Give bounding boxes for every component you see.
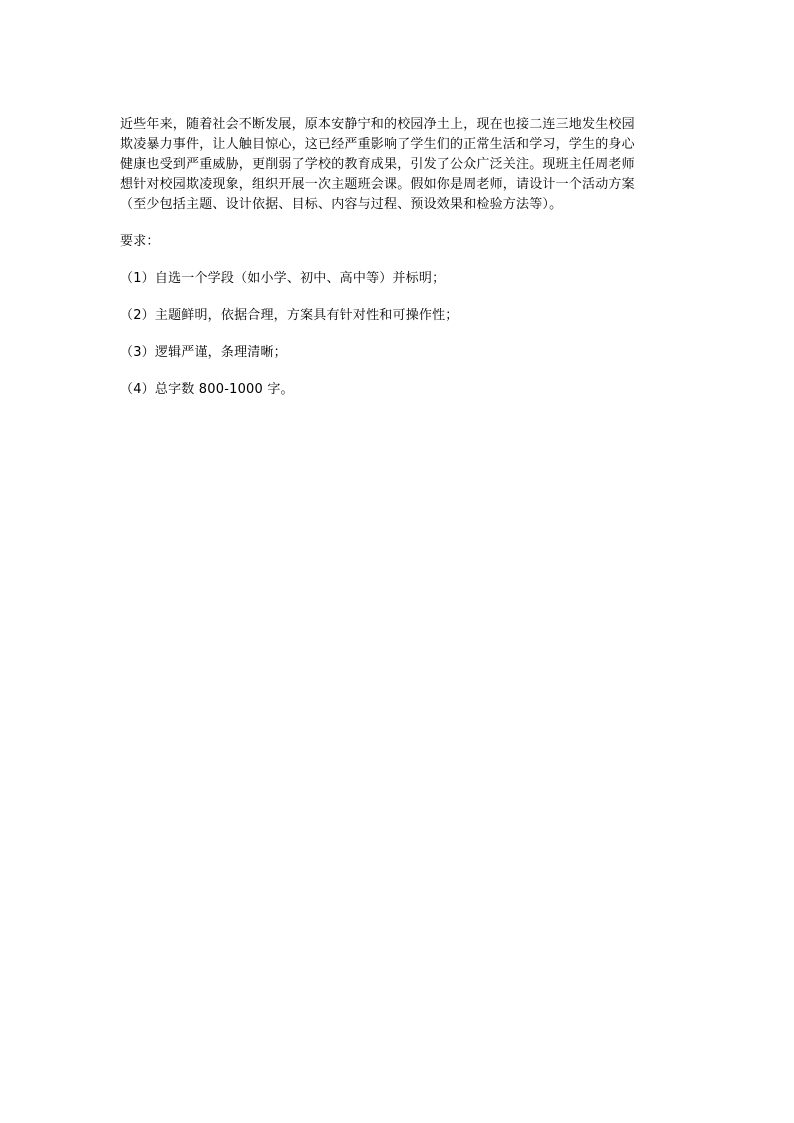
requirement-item-2: （2）主题鲜明，依据合理，方案具有针对性和可操作性； — [120, 308, 459, 323]
requirement-item-1: （1）自选一个学段（如小学、初中、高中等）并标明； — [120, 271, 446, 286]
document-page — [120, 115, 680, 400]
intro-paragraph: 近些年来，随着社会不断发展，原本安静宁和的校园净土上，现在也接二连三地发生校园 欺凌暴力事件，让人触目惊心，这已经严重影响了学生们的正常生活和学习，学生的身心 健康也受到严重威胁，更削弱了学校的教育成果，引发了公众广泛关注。现班主任周老师 想针对校园欺凌现象，组织开展一次主题班会课。假如你是周老师，请设计一个活动方案 （至少包括主题、设计依据、目标、内容与过程、预设效果和检验方法等）。 — [120, 117, 635, 212]
requirements-heading: 要求： — [120, 234, 160, 249]
requirement-item-4: （4）总字数 800-1000 字。 — [120, 382, 294, 397]
requirement-item-3: （3）逻辑严谨，条理清晰； — [120, 345, 287, 360]
